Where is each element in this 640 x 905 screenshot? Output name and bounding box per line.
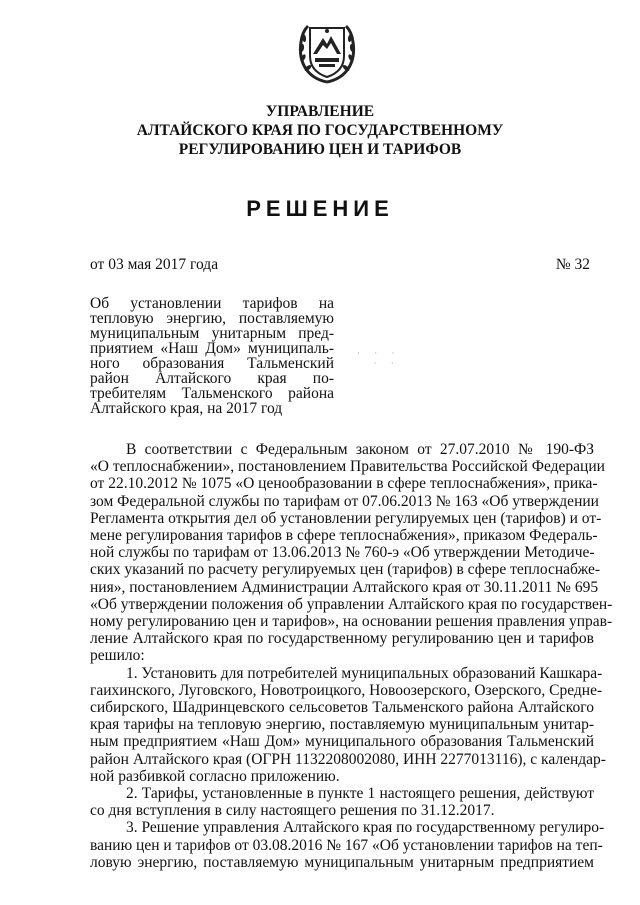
body-line: ному регулированию цен и тарифов», на основании решения правления управ- (90, 613, 613, 631)
organization-name-line-1: УПРАВЛЕНИЕ (265, 103, 375, 120)
body-line: ной разбивкой согласно приложению. (90, 767, 340, 785)
body-line: «Об утверждении положения об управлении Алтайского края по государствен- (90, 595, 613, 613)
subject-line: ного образования Тальменский (90, 355, 334, 372)
subject-line: Об установлении тарифов на (90, 295, 334, 312)
body-line: сибирского, Шадринцевского сельсоветов Тальменского района Алтайского (90, 699, 594, 717)
coat-of-arms-emblem (293, 18, 361, 86)
body-line: края тарифы на тепловую энергию, поставляемую муниципальным унитар- (90, 716, 594, 734)
body-line: ния», постановлением Администрации Алтайского края от 30.11.2011 № 695 (90, 578, 599, 596)
subject-line: муниципальным унитарным пред- (90, 325, 334, 342)
organization-name-line-3: РЕГУЛИРОВАНИЮ ЦЕН И ТАРИФОВ (178, 141, 462, 158)
subject-line: приятием «Наш Дом» муниципаль- (90, 340, 334, 357)
subject-line: Алтайского края, на 2017 год (90, 400, 283, 417)
organization-name-line-2: АЛТАЙСКОГО КРАЯ ПО ГОСУДАРСТВЕННОМУ (136, 122, 504, 139)
body-line: ной службы по тарифам от 13.06.2013 № 760-э «Об утверждении Методиче- (90, 544, 595, 562)
body-line: 3. Решение управления Алтайского края по государственному регулиро- (126, 819, 605, 837)
document-body (90, 441, 613, 871)
body-line: ление Алтайского края по государственному регулированию цен и тарифов (90, 630, 594, 648)
body-line: зом Федеральной службы по тарифам от 07.06.2013 № 163 «Об утверждении (90, 492, 599, 510)
body-line: Регламента открытия дел об установлении регулируемых цен (тарифов) и от- (90, 509, 602, 527)
body-line: со дня вступления в силу настоящего решения по 31.12.2017. (90, 802, 495, 820)
body-line: 1. Установить для потребителей муниципальных образований Кашкара- (126, 664, 603, 682)
body-line: ских указаний по расчету регулируемых цен (тарифов) в сфере теплоснабже- (90, 561, 601, 579)
body-line: мене регулирования тарифов в сфере теплоснабжения», приказом Федераль- (90, 527, 598, 545)
scan-artifact-marks: · · · · · (357, 348, 401, 368)
document-number: № 32 (555, 256, 590, 273)
document-date: от 03 мая 2017 года (90, 256, 219, 273)
body-line: «О теплоснабжении», постановлением Правительства Российской Федерации (90, 458, 605, 476)
subject-line: район Алтайского края по- (90, 370, 334, 387)
body-line: ловую энергию, поставляемую муниципальным унитарным предприятием (90, 853, 594, 871)
document-type-title: РЕШЕНИЕ (246, 196, 394, 221)
subject-line: тепловую энергию, поставляемую (90, 310, 334, 327)
body-line: ванию цен и тарифов от 03.08.2016 № 167 «Об установлении тарифов на теп- (90, 836, 603, 854)
document-subject (90, 296, 334, 416)
body-line: решило: (90, 647, 145, 665)
body-line: район Алтайского края (ОГРН 1132208002080, ИНН 2277013116), с календар- (90, 750, 606, 768)
body-line: ным предприятием «Наш Дом» муниципального образования Тальменский (90, 733, 594, 751)
body-line: гаихинского, Луговского, Новотроицкого, Новоозерского, Озерского, Средне- (90, 681, 603, 699)
body-line: от 22.10.2012 № 1075 «О ценообразовании в сфере теплоснабжения», прика- (90, 475, 598, 493)
body-line: 2. Тарифы, установленные в пункте 1 настоящего решения, действуют (126, 785, 594, 803)
subject-line: требителям Тальменского района (90, 385, 334, 402)
body-line: В соответствии с Федеральным законом от 27.07.2010 № 190-ФЗ (126, 441, 594, 458)
